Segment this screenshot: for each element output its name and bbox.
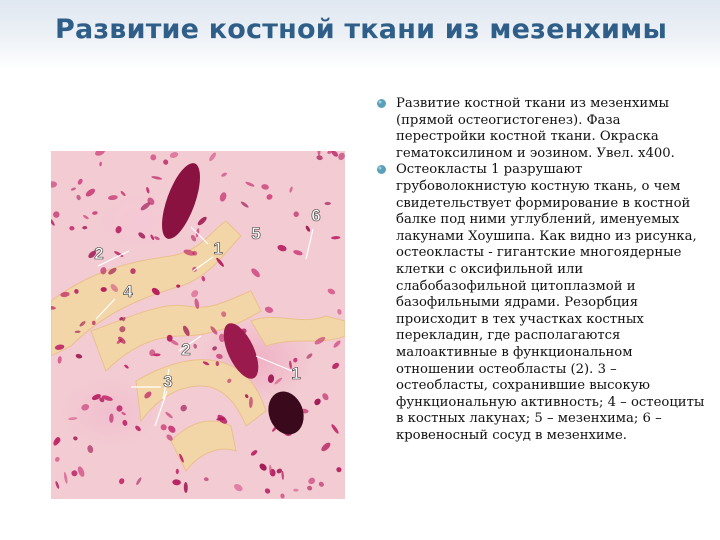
cell-nucleus: [124, 364, 130, 369]
cell-nucleus: [116, 405, 124, 413]
cell-nucleus: [327, 287, 336, 295]
cell-nucleus: [76, 465, 85, 477]
figure-label: 1: [291, 364, 301, 383]
cell-nucleus: [150, 154, 156, 160]
cell-nucleus: [258, 462, 268, 472]
cell-nucleus: [80, 403, 90, 412]
cell-nucleus: [108, 195, 118, 201]
cell-nucleus: [120, 190, 126, 197]
cell-nucleus: [261, 183, 270, 190]
bullet-text: Развитие костной ткани из мезенхимы (прямой остеогистогенез). Фаза перестройки костной ткани. Окраска гематоксилином и эозином. Увел. х400.: [396, 96, 675, 161]
cell-nucleus: [68, 417, 78, 421]
cell-nucleus: [277, 244, 288, 252]
bullet-icon: [376, 98, 387, 109]
cell-nucleus: [208, 151, 217, 162]
cell-nucleus: [150, 234, 155, 241]
cell-nucleus: [196, 215, 208, 226]
figure-label: 1: [213, 239, 223, 258]
cell-nucleus: [135, 477, 142, 486]
cell-nucleus: [306, 485, 313, 492]
cell-nucleus: [305, 352, 313, 359]
cell-nucleus: [204, 477, 210, 482]
cell-nucleus: [71, 470, 78, 477]
osteoclast-bottom: [263, 387, 310, 440]
cell-nucleus: [84, 187, 96, 198]
micrograph-svg: [51, 151, 345, 499]
cell-nucleus: [101, 287, 107, 292]
cell-nucleus: [307, 476, 316, 485]
cell-nucleus: [332, 339, 341, 348]
cell-nucleus: [274, 377, 283, 386]
cell-nucleus: [331, 361, 340, 370]
cell-nucleus: [320, 441, 332, 453]
micrograph-image: [51, 151, 345, 499]
cell-nucleus: [176, 469, 179, 474]
cell-nucleus: [165, 411, 174, 419]
bullet-item-1: [376, 96, 712, 162]
cell-nucleus: [167, 424, 177, 434]
cell-nucleus: [293, 249, 304, 256]
cell-nucleus: [292, 357, 298, 363]
cell-nucleus: [115, 225, 123, 234]
bullet-icon: [376, 164, 387, 175]
bullet-item-2: [376, 162, 712, 444]
cell-nucleus: [337, 152, 345, 162]
cell-nucleus: [92, 211, 98, 216]
cell-nucleus: [151, 175, 162, 180]
cell-nucleus: [87, 445, 94, 454]
cell-nucleus: [190, 289, 200, 299]
cell-nucleus: [94, 151, 107, 157]
cell-nucleus: [118, 477, 125, 485]
cell-nucleus: [82, 214, 89, 220]
cell-nucleus: [193, 343, 197, 349]
cell-nucleus: [167, 335, 173, 342]
figure-label: 2: [94, 244, 104, 263]
cell-nucleus: [51, 181, 57, 188]
cell-nucleus: [51, 217, 56, 226]
cell-nucleus: [55, 481, 60, 490]
cell-nucleus: [201, 276, 206, 282]
cell-nucleus: [75, 353, 82, 359]
cell-nucleus: [63, 472, 68, 484]
cell-nucleus: [54, 456, 61, 463]
cell-nucleus: [53, 211, 60, 218]
cell-nucleus: [99, 162, 102, 167]
cell-nucleus: [221, 172, 228, 178]
cell-nucleus: [281, 471, 284, 481]
cell-nucleus: [318, 481, 325, 488]
cell-nucleus: [211, 345, 217, 351]
cell-nucleus: [335, 466, 342, 473]
cell-nucleus: [76, 194, 82, 201]
cell-nucleus: [134, 425, 142, 433]
cell-nucleus: [172, 479, 181, 486]
cell-nucleus: [317, 151, 320, 156]
cell-nucleus: [240, 201, 249, 209]
cell-nucleus: [146, 187, 151, 194]
cell-nucleus: [264, 306, 274, 314]
figure-label: 3: [163, 372, 173, 391]
cell-nucleus: [316, 155, 323, 161]
cell-nucleus: [73, 436, 79, 441]
cell-nucleus: [330, 423, 339, 434]
cell-nucleus: [233, 482, 244, 492]
cell-nucleus: [313, 397, 322, 406]
cell-nucleus: [215, 353, 223, 360]
osteoclast-top: [154, 159, 208, 244]
cell-nucleus: [137, 231, 146, 240]
figure-label: 6: [311, 206, 321, 225]
bullet-text: Остеокласты 1 разрушают грубоволокнистую костную ткань, о чем свидетельствует формирование в костной балке под ними углублений, именуемых лакунами Хоушипа. Как видно из рисунка, остеокласты - гигантские многоядерные клетки с оксифильной или слабобазофильной цитоплазмой и базофильными ядрами. Резорбция происходит в тех участках костных перекладин, где располагаются малоактивные в функциональном отношении остеобласты (2). 3 – остеобласты, сохранившие высокую функциональную активность; 4 – остеоциты в костных лакунах; 5 – мезенхима; 6 – кровеносный сосуд в мезенхиме.: [396, 162, 705, 443]
cell-nucleus: [267, 374, 274, 383]
cell-nucleus: [169, 151, 179, 159]
cell-nucleus: [293, 489, 298, 492]
cell-nucleus: [250, 449, 258, 457]
cell-nucleus: [337, 308, 343, 315]
cell-nucleus: [69, 226, 74, 231]
cell-nucleus: [245, 181, 255, 188]
cell-nucleus: [121, 411, 126, 415]
cell-nucleus: [184, 482, 188, 493]
cell-nucleus: [289, 186, 294, 193]
cell-nucleus: [324, 202, 330, 205]
cell-nucleus: [305, 225, 311, 232]
figure-label: 2: [181, 340, 191, 359]
text-content: [376, 96, 712, 444]
cell-nucleus: [321, 392, 330, 401]
cell-nucleus: [162, 159, 169, 166]
cell-nucleus: [266, 193, 274, 201]
cell-nucleus: [293, 211, 299, 218]
cell-nucleus: [219, 191, 228, 202]
figure-label: 5: [251, 224, 261, 243]
cell-nucleus: [264, 487, 271, 495]
cell-nucleus: [109, 413, 114, 423]
cell-nucleus: [82, 226, 87, 230]
cell-nucleus: [250, 267, 262, 279]
cell-nucleus: [122, 419, 128, 426]
cell-nucleus: [331, 151, 340, 158]
cell-nucleus: [280, 493, 285, 499]
cell-nucleus: [179, 404, 188, 413]
cell-nucleus: [57, 356, 62, 364]
cell-nucleus: [331, 236, 340, 240]
slide-title: Развитие костной ткани из мезенхимы: [55, 14, 668, 45]
cell-nucleus: [154, 236, 161, 241]
figure-label: 4: [123, 282, 133, 301]
cell-nucleus: [159, 423, 168, 431]
cell-nucleus: [70, 187, 76, 191]
cell-nucleus: [77, 178, 84, 186]
